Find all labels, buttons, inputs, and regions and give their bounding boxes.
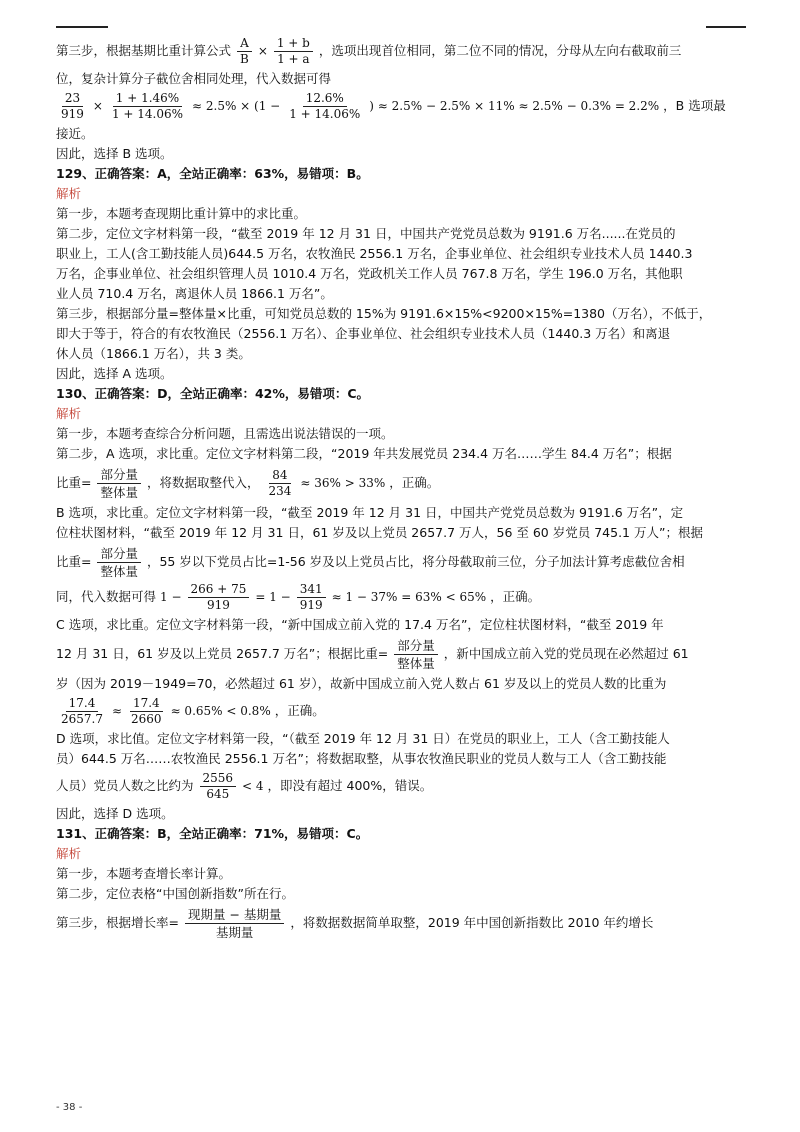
text-line: 第一步，本题考查综合分析问题，且需选出说法错误的一项。	[56, 426, 394, 441]
text-line: 即大于等于，符合的有农牧渔民（2556.1 万名）、企事业单位、社会组织专业技术人员（1440.3 万名）和离退	[56, 326, 671, 341]
q130-answer-header: 130、正确答案：D，全站正确率：42%，易错项：C。	[56, 386, 370, 401]
q128-formula-line: 第三步，根据基期比重计算公式 $\frac{A}{B}$ × $\frac{1 + b}{1 + a}$ ，选项出现首位相同，第二位不同的情况，分母从左向右截取前三	[56, 36, 682, 66]
text-line: 因此，选择 B 选项。	[56, 146, 173, 161]
q130-option-c-formula: 12 月 31 日，61 岁及以上党员 2657.7 万名”；根据比重= $\frac{\text{部分量}}{\text{整体量}}$ ，新中国成立前入党的党员现在必然超过 61	[56, 638, 689, 671]
q130-option-c-equation: $\frac{17.4}{2657.7}$ ≈ $\frac{17.4}{2660}$ ≈ 0.65% < 0.8% ，正确。	[61, 696, 325, 726]
text-line: 因此，选择 A 选项。	[56, 366, 173, 381]
text-line: 接近。	[56, 126, 94, 141]
text-line: 第二步，定位文字材料第一段，“截至 2019 年 12 月 31 日，中国共产党党员总数为 9191.6 万名......在党员的	[56, 226, 676, 241]
text-line: 第一步，本题考查现期比重计算中的求比重。	[56, 206, 307, 221]
text-line: 休人员（1866.1 万名），共 3 类。	[56, 346, 251, 361]
q130-option-b-formula: 比重= $\frac{\text{部分量}}{\text{整体量}}$ ，55 岁以下党员占比=1-56 岁及以上党员占比，将分母截取前三位，分子加法计算考虑截位舍相	[56, 546, 685, 579]
q128-equation: $\frac{23}{919}$ × $\frac{1 + 1.46\%}{1 + 14.06\%}$ ≈ 2.5% × (1 − $\frac{12.6\%}{1 + 14.06\%}$ ) ≈ 2.5% − 2.5% × 11% ≈ 2.5% − 0.3% = 2.2% ，B 选项最	[61, 91, 726, 121]
text-line: B 选项，求比重。定位文字材料第一段，“截至 2019 年 12 月 31 日，中国共产党党员总数为 9191.6 万名”，定	[56, 505, 684, 520]
fraction-a-b: $\frac{A}{B}$	[237, 36, 252, 67]
text-line: 员）644.5 万名……农牧渔民 2556.1 万名”；将数据取整，从事农牧渔民职业的党员人数与工人（含工勤技能	[56, 751, 667, 766]
header-rule-left	[56, 26, 108, 28]
text-line: 岁（因为 2019－1949=70，必然超过 61 岁），故新中国成立前入党人数占 61 岁及以上的党员人数的比重为	[56, 676, 667, 691]
text: ，B 选项最	[663, 98, 726, 113]
header-rule-right	[706, 26, 746, 28]
text: ，选项出现首位相同，第二位不同的情况，分母从左向右截取前三	[318, 43, 682, 58]
q129-answer-header: 129、正确答案：A，全站正确率：63%，易错项：B。	[56, 166, 369, 181]
text-line: D 选项，求比值。定位文字材料第一段，“（截至 2019 年 12 月 31 日）在党员的职业上，工人（含工勤技能人	[56, 731, 670, 746]
text-line: 第二步，定位表格“中国创新指数”所在行。	[56, 886, 294, 901]
page-number: - 38 -	[56, 1102, 83, 1113]
text-line: 位，复杂计算分子截位舍相同处理，代入数据可得	[56, 71, 332, 86]
text-line: C 选项，求比重。定位文字材料第一段，“新中国成立前入党的 17.4 万名”，定位柱状图材料，“截至 2019 年	[56, 617, 664, 632]
analysis-label: 解析	[56, 846, 82, 861]
text-line: 第二步，A 选项，求比重。定位文字材料第二段，“2019 年共发展党员 234.4 万名……学生 84.4 万名”；根据	[56, 446, 672, 461]
text-line: 业人员 710.4 万名，离退休人员 1866.1 万名”。	[56, 286, 333, 301]
text-line: 位柱状图材料，“截至 2019 年 12 月 31 日，61 岁及以上党员 2657.7 万人，56 至 60 岁党员 745.1 万人”；根据	[56, 525, 703, 540]
text: 第三步，根据基期比重计算公式	[56, 43, 232, 58]
q130-option-a-formula: 比重= $\frac{\text{部分量}}{\text{整体量}}$ ，将数据取整代入， $\frac{84}{234}$ ≈ 36% > 33% ，正确。	[56, 467, 440, 500]
fraction-1b-1a: $\frac{1 + b}{1 + a}$	[274, 36, 313, 67]
q131-answer-header: 131、正确答案：B，全站正确率：71%，易错项：C。	[56, 826, 369, 841]
text-line: 万名，企事业单位、社会组织管理人员 1010.4 万名，党政机关工作人员 767.8 万名，学生 196.0 万名，其他职	[56, 266, 683, 281]
page-content	[56, 34, 750, 943]
text-line: 第三步，根据部分量=整体量×比重，可知党员总数的 15%为 9191.6×15%<9200×15%=1380（万名），不低于，	[56, 306, 712, 321]
analysis-label: 解析	[56, 406, 82, 421]
q130-option-b-equation: 同，代入数据可得 1 − $\frac{266 + 75}{919}$ = 1 − $\frac{341}{919}$ ≈ 1 − 37% = 63% < 65% ，正确。	[56, 582, 541, 612]
text-line: 职业上，工人(含工勤技能人员)644.5 万名，农牧渔民 2556.1 万名，企事业单位、社会组织专业技术人员 1440.3	[56, 246, 693, 261]
text-line: 第一步，本题考查增长率计算。	[56, 866, 232, 881]
text-line: 因此，选择 D 选项。	[56, 806, 174, 821]
analysis-label: 解析	[56, 186, 82, 201]
q130-option-d-equation: 人员）党员人数之比约为 $\frac{2556}{645}$ < 4 ，即没有超过 400%，错误。	[56, 771, 433, 801]
q131-growth-formula: 第三步，根据增长率= $\frac{\text{现期量 − 基期量}}{\text{基期量}}$ ，将数据数据简单取整，2019 年中国创新指数比 2010 年约增长	[56, 907, 654, 940]
